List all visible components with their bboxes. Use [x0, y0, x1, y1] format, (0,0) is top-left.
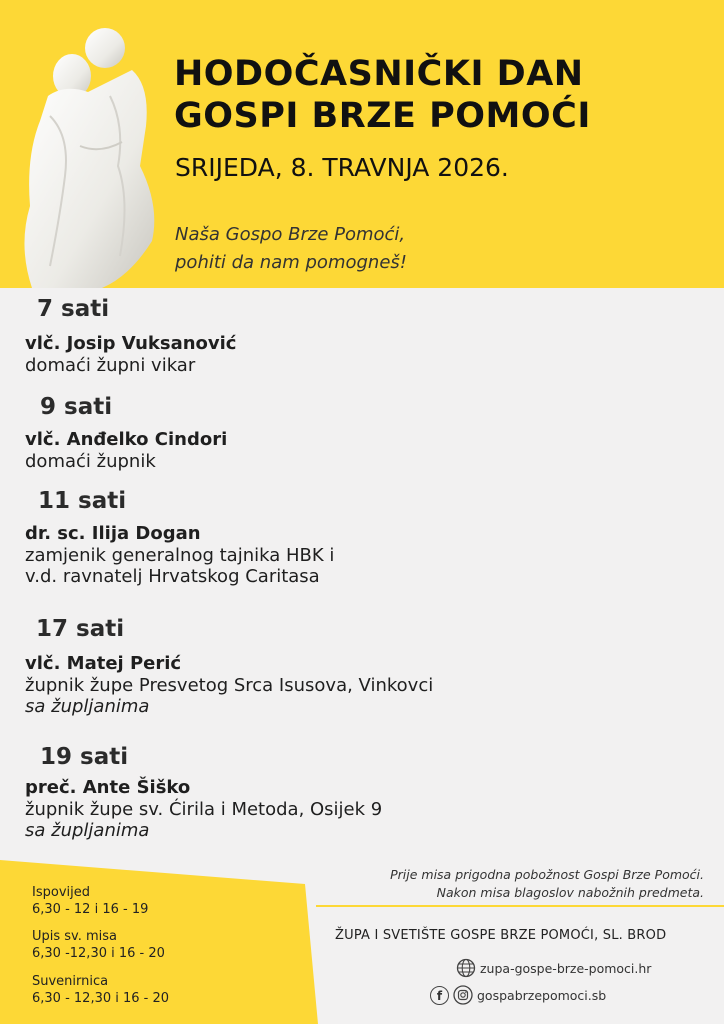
celebrant-name: vlč. Josip Vuksanović [25, 333, 237, 354]
celebrant-role: župnik župe sv. Ćirila i Metoda, Osijek 9 [25, 799, 383, 820]
social-row[interactable] [430, 985, 606, 1005]
header-banner [0, 0, 724, 288]
confession-info [32, 884, 148, 918]
schedule-time: 19 sati [40, 744, 129, 770]
globe-icon [456, 958, 476, 978]
event-date: SRIJEDA, 8. TRAVNJA 2026. [175, 153, 509, 182]
souvenir-info [32, 973, 169, 1007]
celebrant-name: vlč. Matej Perić [25, 653, 182, 674]
schedule-time: 7 sati [37, 296, 110, 322]
souvenir-label: Suvenirnica [32, 974, 109, 989]
celebrant-name: preč. Ante Šiško [25, 777, 191, 798]
confession-label: Ispovijed [32, 885, 90, 900]
website-row[interactable] [456, 958, 651, 978]
mass-label: Upis sv. misa [32, 929, 118, 944]
devotion-note [390, 866, 704, 902]
website-link[interactable]: zupa-gospe-brze-pomoci.hr [480, 960, 652, 976]
celebrant-role: župnik župe Presvetog Srca Isusova, Vinkovci [25, 675, 434, 696]
motto [175, 221, 407, 277]
mass-hours: 6,30 -12,30 i 16 - 20 [32, 946, 165, 961]
schedule-time: 11 sati [38, 488, 127, 514]
divider [316, 905, 724, 907]
social-handle[interactable]: gospabrzepomoci.sb [477, 987, 607, 1003]
devotion-note-line-1: Prije misa prigodna pobožnost Gospi Brze Pomoći. [390, 867, 704, 882]
schedule-time: 17 sati [36, 616, 125, 642]
parish-name: ŽUPA I SVETIŠTE GOSPE BRZE POMOĆI, SL. BROD [335, 928, 667, 943]
page-title [174, 53, 591, 137]
celebrant-note: sa župljanima [25, 696, 150, 717]
motto-line-1: Naša Gospo Brze Pomoći, [175, 224, 406, 245]
instagram-icon[interactable] [453, 985, 473, 1005]
schedule-time: 9 sati [40, 394, 113, 420]
facebook-icon[interactable]: f [430, 986, 449, 1005]
celebrant-note: sa župljanima [25, 820, 150, 841]
celebrant-name: dr. sc. Ilija Dogan [25, 523, 201, 544]
title-line-1: HODOČASNIČKI DAN [174, 54, 584, 94]
title-line-2: GOSPI BRZE POMOĆI [174, 96, 591, 136]
celebrant-role: domaći župnik [25, 451, 156, 472]
devotion-note-line-2: Nakon misa blagoslov nabožnih predmeta. [436, 885, 704, 900]
celebrant-role: domaći župni vikar [25, 355, 196, 376]
souvenir-hours: 6,30 - 12,30 i 16 - 20 [32, 991, 170, 1006]
motto-line-2: pohiti da nam pomogneš! [175, 252, 407, 273]
confession-hours: 6,30 - 12 i 16 - 19 [32, 902, 149, 917]
celebrant-role: zamjenik generalnog tajnika HBK i [25, 545, 335, 566]
statue-image [10, 26, 165, 288]
mass-info [32, 928, 165, 962]
celebrant-name: vlč. Anđelko Cindori [25, 429, 228, 450]
celebrant-role: v.d. ravnatelj Hrvatskog Caritasa [25, 566, 320, 587]
